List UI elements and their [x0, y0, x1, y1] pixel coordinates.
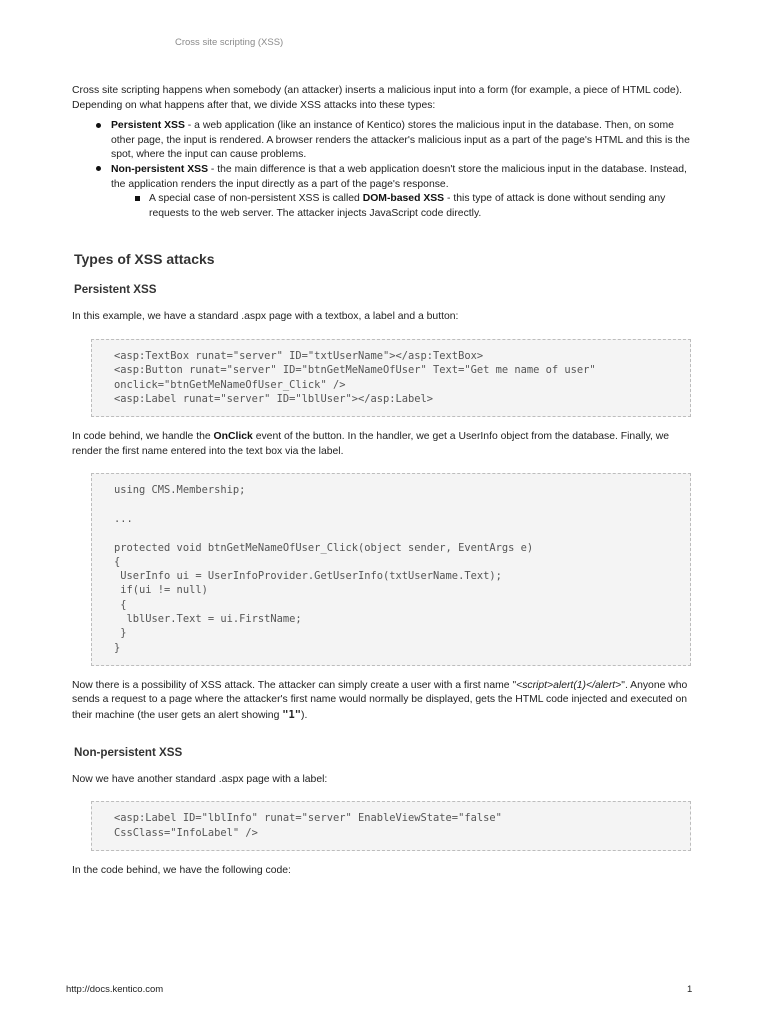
dom-based-text-before: A special case of non-persistent XSS is called [149, 193, 363, 205]
xss-text-before: Now there is a possibility of XSS attack. The attacker can simply create a user with a first name " [72, 679, 517, 691]
list-item-dom-based [149, 192, 692, 221]
code-behind-paragraph [72, 430, 692, 459]
dom-based-text-after: - this type of attack is done without sending any requests to the web server. The attacker injects JavaScript code directly. [149, 193, 666, 219]
code-line: lblUser.Text = ui.FirstName; [114, 612, 302, 625]
code-behind-intro: In the code behind, we have the following code: [72, 864, 291, 876]
code-line: onclick="btnGetMeNameOfUser_Click" /> [114, 378, 346, 391]
non-persistent-sublist [111, 192, 692, 221]
code-line: if(ui != null) [114, 584, 208, 597]
alert-value: "1" [282, 709, 302, 722]
code-line: { [114, 598, 127, 611]
article-body [72, 84, 692, 878]
code-line [114, 498, 680, 512]
code-line: CssClass="InfoLabel" /> [114, 826, 258, 839]
code-line: protected void btnGetMeNameOfUser_Click(object sender, EventArgs e) [114, 541, 534, 554]
xss-text-middle: ". Anyone who sends a request to a page where the attacker's first name would normally be displayed, gets the HTML code injected and executed on their machine (the user gets an alert showing [72, 679, 688, 722]
xss-possibility-paragraph [72, 679, 692, 724]
footer-url: http://docs.kentico.com [66, 984, 164, 995]
code-line: { [114, 555, 121, 568]
code-line: } [114, 641, 121, 654]
xss-text-after: ). [301, 710, 308, 722]
subheading-persistent: Persistent XSS [74, 283, 157, 297]
script-payload: <script>alert(1)</alert> [516, 679, 622, 691]
xss-types-list [72, 119, 692, 221]
code-behind-text-before: In code behind, we handle the [72, 431, 214, 443]
code-block-label-markup [91, 801, 691, 851]
code-line: using CMS.Membership; [114, 484, 246, 497]
non-persistent-description: - the main difference is that a web application doesn't store the malicious input in the database. Instead, the application renders the input directly as a part of the page's response. [111, 163, 687, 190]
code-behind-text-after: event of the button. In the handler, we get a UserInfo object from the database. Finally, we render the first name entered into the text box via the label. [72, 431, 670, 457]
term-persistent-xss: Persistent XSS [111, 120, 185, 132]
code-line: ... [114, 512, 133, 525]
intro-paragraph: Cross site scripting happens when somebody (an attacker) inserts a malicious input into a form (for example, a piece of HTML code). Depending on what happens after that, we divide XSS attacks into these types: [72, 85, 683, 111]
code-line: <asp:TextBox runat="server" ID="txtUserName"></asp:TextBox> [114, 349, 484, 362]
persistent-intro: In this example, we have a standard .aspx page with a textbox, a label and a button: [72, 311, 459, 323]
page-number: 1 [687, 984, 693, 995]
persistent-description: - a web application (like an instance of Kentico) stores the malicious input in the database. Then, on some other page, the input is rendered. A browser renders the attacker's malicious input as a part of the page's HTML and this is the spot, where the input can cause problems. [111, 120, 690, 161]
code-line: <asp:Label ID="lblInfo" runat="server" EnableViewState="false" [114, 812, 502, 825]
section-heading-types: Types of XSS attacks [74, 251, 215, 268]
code-line: UserInfo ui = UserInfoProvider.GetUserInfo(txtUserName.Text); [114, 570, 502, 583]
non-persistent-intro: Now we have another standard .aspx page with a label: [72, 773, 328, 785]
code-block-aspx-markup [91, 339, 691, 417]
code-line: <asp:Button runat="server" ID="btnGetMeNameOfUser" Text="Get me name of user" [114, 364, 596, 377]
onclick-term: OnClick [213, 431, 253, 443]
term-dom-based-xss: DOM-based XSS [362, 193, 445, 205]
code-block-csharp-handler [91, 473, 691, 666]
code-line [114, 526, 680, 540]
term-non-persistent-xss: Non-persistent XSS [111, 163, 208, 175]
code-line: <asp:Label runat="server" ID="lblUser"></asp:Label> [114, 392, 434, 405]
list-item-non-persistent [111, 163, 692, 221]
subheading-non-persistent: Non-persistent XSS [74, 745, 183, 759]
running-header-title: Cross site scripting (XSS) [175, 37, 284, 48]
code-line: } [114, 627, 127, 640]
list-item-persistent [111, 119, 692, 163]
